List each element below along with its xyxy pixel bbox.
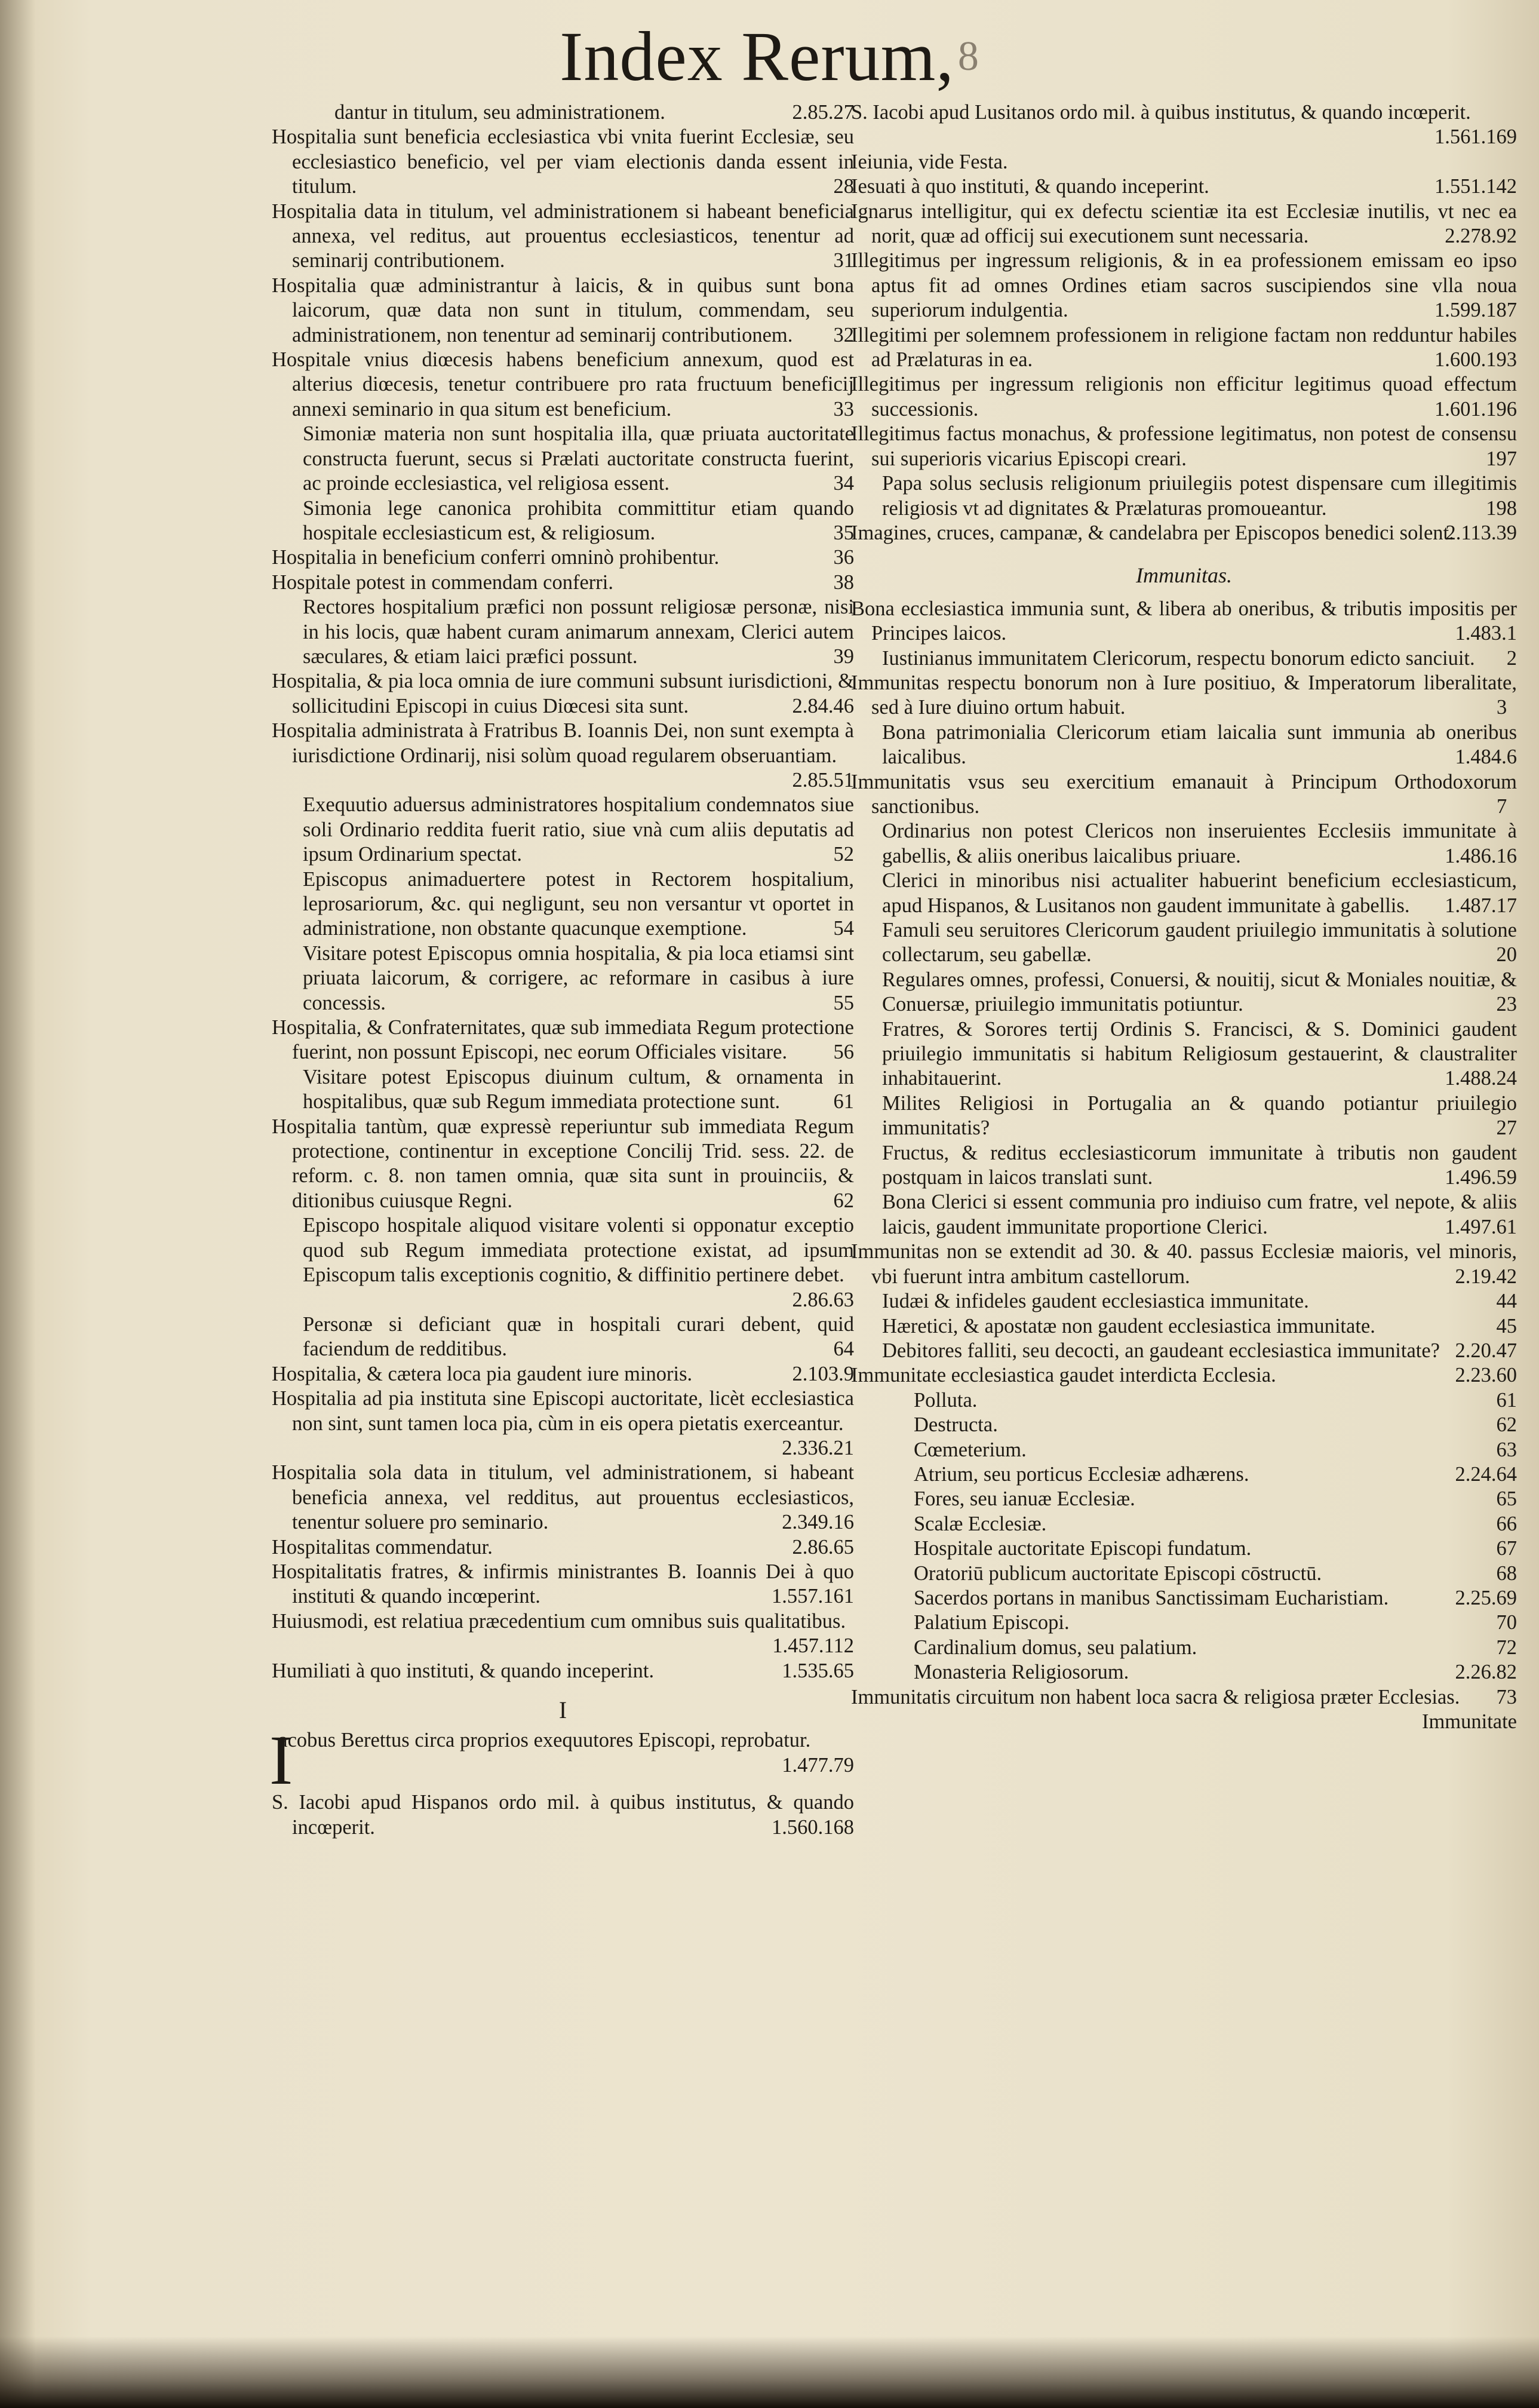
index-entry — [851, 1438, 1517, 1462]
entry-text: Polluta. — [914, 1388, 978, 1412]
entry-text: Visitare potest Episcopus diuinum cultum, & ornamenta in hospitalibus, quæ sub Regum immediata protectione sunt. — [303, 1065, 854, 1113]
index-entry — [851, 100, 1517, 150]
entry-reference: 1.488.24 — [1445, 1067, 1517, 1090]
entry-reference: 2.103.9 — [792, 1362, 854, 1385]
entry-reference: 198 — [1486, 496, 1517, 520]
entry-reference: 1.600.193 — [1434, 348, 1517, 372]
entry-reference: 27 — [1496, 1116, 1517, 1140]
page-title — [0, 12, 1539, 102]
index-entry — [851, 968, 1517, 1017]
entry-reference: 32 — [833, 323, 854, 346]
entry-text: Bona patrimonialia Clericorum etiam laicalia sunt immunia ab oneribus laicalibus. — [882, 720, 1517, 769]
entry-reference: 73 — [1496, 1685, 1517, 1708]
index-entry — [272, 422, 854, 496]
entry-reference: 1.486.16 — [1445, 844, 1517, 867]
entry-reference: 64 — [833, 1338, 854, 1361]
index-entry — [272, 1065, 854, 1115]
entry-reference: 1.496.59 — [1445, 1166, 1517, 1189]
drop-cap-letter: I — [269, 1721, 293, 1800]
immunity-sub-list — [851, 1388, 1517, 1685]
entry-text: Simoniæ materia non sunt hospitalia illa, quæ priuata auctoritate constructa fuerunt, secus si Prælati auctoritate constructa fuerint, ac proinde ecclesiastica, vel religiosa essent. — [303, 422, 854, 495]
entry-reference: 2.85.27 — [792, 101, 854, 124]
index-entry — [851, 1413, 1517, 1437]
entry-reference: 54 — [833, 917, 854, 940]
index-entry — [851, 1536, 1517, 1561]
entry-reference: 197 — [1486, 447, 1517, 470]
index-entry — [851, 1611, 1517, 1635]
entry-reference: 1.483.1 — [1455, 622, 1517, 645]
entry-reference: 55 — [833, 991, 854, 1014]
entry-text: Illegitimi per solemnem professionem in religione factam non redduntur habiles ad Prælaturas in ea. — [851, 323, 1517, 372]
index-entry — [851, 200, 1517, 249]
entry-text: Cardinalium domus, seu palatium. — [914, 1636, 1197, 1659]
index-entry — [851, 1636, 1517, 1660]
entry-text: Palatium Episcopi. — [914, 1611, 1070, 1634]
entry-text: Iesuati à quo instituti, & quando inceperint. — [851, 175, 1209, 198]
entry-reference: 1.477.79 — [782, 1753, 854, 1777]
index-entry — [851, 1141, 1517, 1191]
entry-reference: 1.535.65 — [782, 1659, 854, 1682]
entry-reference: 1.484.6 — [1455, 746, 1517, 769]
index-entry — [851, 1289, 1517, 1314]
entry-reference: 2.336.21 — [782, 1436, 854, 1459]
index-entry — [851, 1314, 1517, 1339]
entry-text: Illegitimus per ingressum religionis non efficitur legitimus quoad effectum successionis. — [851, 373, 1517, 421]
entry-text: Exequutio aduersus administratores hospitalium condemnatos siue soli Ordinario reddita fuerit ratio, siue vnà cum aliis deputatis ad ipsum Ordinarium spectat. — [303, 793, 854, 866]
entry-text: Personæ si deficiant quæ in hospitali curari debent, quid faciendum de redditibus. — [303, 1312, 854, 1361]
entry-text: Hospitalia ad pia instituta sine Episcopi auctoritate, licèt ecclesiastica non sint, sunt tamen loca pia, cùm in eis opera pietatis exerceantur. — [272, 1387, 854, 1435]
entry-reference: 65 — [1496, 1487, 1517, 1511]
index-entry — [272, 1386, 854, 1461]
entry-text: Hospitalia sunt beneficia ecclesiastica vbi vnita fuerint Ecclesiæ, seu ecclesiastico beneficio, vel per viam electionis danda essent in titulum. — [272, 125, 854, 198]
catchword: Immunitate — [1421, 1710, 1517, 1733]
entry-text: Cœmeterium. — [914, 1438, 1027, 1461]
index-entry — [272, 100, 854, 125]
index-entry — [851, 918, 1517, 968]
entry-text: Illegitimus per ingressum religionis, & in ea professionem emissam eo ipso aptus fit ad omnes Ordines etiam sacros suscipiendos sine vlla noua superiorum indulgentia. — [851, 249, 1517, 322]
corner-mark: 8 — [957, 33, 979, 79]
entry-text: Hospitale auctoritate Episcopi fundatum. — [914, 1537, 1252, 1560]
index-entry — [851, 1091, 1517, 1141]
entry-reference: 1.560.168 — [772, 1815, 854, 1839]
index-entry — [851, 1512, 1517, 1536]
index-entry — [851, 1660, 1517, 1685]
entry-reference: 20 — [1496, 943, 1517, 967]
entry-text: Immunitate ecclesiastica gaudet interdicta Ecclesia. — [851, 1364, 1276, 1387]
entry-text: dantur in titulum, seu administrationem. — [334, 101, 665, 124]
index-entry — [851, 869, 1517, 918]
index-entry — [272, 1535, 854, 1560]
entry-reference: 1.487.17 — [1445, 894, 1517, 917]
entry-text: Hospitale potest in commendam conferri. — [272, 570, 613, 594]
entry-reference: 33 — [833, 397, 854, 421]
index-entry — [272, 793, 854, 867]
entry-reference: 1.557.161 — [772, 1585, 854, 1608]
entry-reference: 28 — [833, 175, 854, 198]
entry-text: Scalæ Ecclesiæ. — [914, 1512, 1047, 1535]
index-entry — [272, 1560, 854, 1609]
left-column — [269, 100, 854, 1840]
index-entry: Immunitatis vsus seu exercitium emanauit à Principum Orthodoxorum sanctionibus. 7 — [851, 770, 1517, 818]
entry-text: Ieiunia, vide Festa. — [851, 150, 1008, 173]
entry-text: S. Iacobi apud Hispanos ordo mil. à quibus institutus, & quando incœperit. — [272, 1791, 854, 1839]
entry-reference: 52 — [833, 843, 854, 866]
index-entry — [272, 595, 854, 669]
letter-entry-list — [269, 1721, 854, 1840]
entry-text: Immunitas non se extendit ad 30. & 40. passus Ecclesiæ maioris, vel minoris, vbi fuerunt intra ambitum castellorum. — [851, 1240, 1517, 1288]
entry-reference: 1.601.196 — [1434, 397, 1517, 421]
index-entry — [272, 1362, 854, 1386]
entry-reference: 2.349.16 — [782, 1511, 854, 1534]
index-entry — [272, 1790, 854, 1840]
index-entry — [272, 1115, 854, 1214]
entry-text: Hospitalia, & Confraternitates, quæ sub immediata Regum protectione fuerint, non possunt Episcopi, nec eorum Officiales visitare. — [272, 1016, 854, 1064]
entry-text: Iustinianus immunitatem Clericorum, respectu bonorum edicto sanciuit. — [882, 646, 1475, 670]
entry-text: Episcopus animaduertere potest in Rectorem hospitalium, leprosariorum, &c. qui negligunt, seu non versantur vt oportet in administratione, non obstante quacunque exemptione. — [303, 867, 854, 940]
entry-text: Hospitalitas commendatur. — [272, 1535, 493, 1559]
index-entry — [272, 1461, 854, 1535]
entry-text: Monasteria Religiosorum. — [914, 1661, 1129, 1684]
entry-reference: 68 — [1496, 1562, 1517, 1585]
entry-reference: 62 — [1496, 1413, 1517, 1437]
letter-section-head: I — [558, 1697, 567, 1723]
entry-text: Fructus, & reditus ecclesiasticorum immunitate à tributis non gaudent postquam in laicos translati sunt. — [882, 1141, 1517, 1189]
entry-reference: 2.23.60 — [1455, 1364, 1517, 1387]
entry-reference: 2.113.39 — [1445, 521, 1517, 544]
entry-text: Hæretici, & apostatæ non gaudent ecclesiastica immunitate. — [882, 1314, 1375, 1338]
index-entry — [269, 1721, 854, 1800]
entry-text: Imagines, cruces, campanæ, & candelabra per Episcopos benedici solent. — [851, 521, 1454, 544]
entry-text: Hospitalia data in titulum, vel administrationem si habeant beneficia annexa, vel reditus, aut prouentus ecclesiasticos, tenentur ad seminarij contributionem. — [272, 200, 854, 272]
index-entry — [851, 646, 1517, 671]
index-entry — [851, 1462, 1517, 1487]
index-entry — [272, 125, 854, 199]
index-entry — [272, 941, 854, 1016]
entry-reference: 1.599.187 — [1434, 299, 1517, 322]
index-entry — [851, 521, 1517, 545]
entry-text: Immunitatis vsus seu exercitium emanauit à Principum Orthodoxorum sanctionibus. — [851, 770, 1517, 818]
index-entry — [272, 719, 854, 793]
entry-text: Hospitalia, & pia loca omnia de iure communi subsunt iurisdictioni, & sollicitudini Episcopi in cuius Diœcesi sita sunt. — [272, 670, 854, 717]
entry-reference: 44 — [1496, 1290, 1517, 1313]
entry-text: Debitores falliti, seu decocti, an gaudeant ecclesiastica immunitate? — [882, 1339, 1440, 1362]
entry-text: Milites Religiosi in Portugalia an & quando potiantur priuilegio immunitatis? — [882, 1091, 1517, 1140]
index-entry — [851, 819, 1517, 869]
entry-reference: 2.25.69 — [1455, 1586, 1517, 1609]
entry-reference: 66 — [1496, 1512, 1517, 1535]
entry-text: Oratoriū publicum auctoritate Episcopi cōstructū. — [914, 1562, 1322, 1585]
entry-reference: 56 — [833, 1041, 854, 1064]
entry-text: Clerici in minoribus nisi actualiter habuerint beneficium ecclesiasticum, apud Hispanos, & Lusitanos non gaudent immunitate à gabellis. — [882, 869, 1517, 917]
index-entry — [272, 669, 854, 719]
index-entry — [851, 422, 1517, 471]
entry-text: Immunitas respectu bonorum non à Iure positiuo, & Imperatorum liberalitate, sed à Iure diuino ortum habuit. — [851, 671, 1517, 719]
entry-text: Episcopo hospitale aliquod visitare volenti si opponatur exceptio quod sub Regum immediata protectione existat, ad ipsum Episcopum talis exceptionis cognitio, & diffinitio pertinere debet. — [303, 1214, 854, 1287]
entry-reference: 1.457.112 — [772, 1634, 854, 1658]
index-entry — [272, 1659, 854, 1683]
index-entry — [272, 1312, 854, 1362]
section-head-immunitas: Immunitas. — [1136, 563, 1232, 588]
entry-reference: 70 — [1496, 1611, 1517, 1634]
entry-text: Hospitalia tantùm, quæ expressè reperiuntur sub immediata Regum protectione, continentur in exceptione Concilij Trid. sess. 22. de reform. c. 8. non tamen omnia, quæ sita sunt in prouinciis, & ditionibus cuiusque Regni. — [272, 1115, 854, 1212]
index-entry — [272, 496, 854, 546]
index-entry — [272, 274, 854, 348]
entry-text: Famuli seu seruitores Clericorum gaudent priuilegio immunitatis à solutione collectarum, seu gabellæ. — [882, 919, 1517, 967]
entry-reference: 45 — [1496, 1314, 1517, 1338]
index-entry — [272, 570, 854, 595]
entry-text: Humiliati à quo instituti, & quando inceperint. — [272, 1659, 655, 1682]
index-entry — [851, 1363, 1517, 1388]
index-entry — [272, 1609, 854, 1659]
index-entry — [851, 597, 1517, 646]
entry-reference: 2.26.82 — [1455, 1661, 1517, 1684]
entry-reference: 36 — [833, 546, 854, 569]
entry-text: Fores, seu ianuæ Ecclesiæ. — [914, 1487, 1135, 1511]
entry-reference: 39 — [833, 645, 854, 668]
entry-text: Hospitalia in beneficium conferri omninò prohibentur. — [272, 546, 720, 569]
entry-text: Iudæi & infideles gaudent ecclesiastica immunitate. — [882, 1290, 1309, 1313]
entry-text: Regulares omnes, professi, Conuersi, & nouitij, sicut & Moniales nouitiæ, & Conuersæ, priuilegio immunitatis potiuntur. — [882, 968, 1517, 1016]
title-text: Index Rerum, — [560, 17, 954, 96]
entry-reference: 61 — [833, 1090, 854, 1113]
index-entry — [851, 1586, 1517, 1611]
index-entry — [851, 1240, 1517, 1289]
entry-text: Illegitimus factus monachus, & professione legitimatus, non potest de consensu sui superioris vicarius Episcopi creari. — [851, 422, 1517, 470]
entry-reference: 63 — [1496, 1438, 1517, 1461]
index-entry — [851, 1339, 1517, 1363]
index-entry — [272, 1213, 854, 1312]
index-entry — [851, 471, 1517, 521]
entry-text: Hospitalia sola data in titulum, vel administrationem, si habeant beneficia annexa, vel redditus, aut prouentus ecclesiasticos, tenentur soluere pro seminario. — [272, 1461, 854, 1534]
index-entry — [272, 348, 854, 422]
entry-text: Rectores hospitalium præfici non possunt religiosæ personæ, nisi in his locis, quæ habent curam animarum annexam, Clerici autem sæculares, & etiam laici præfici possunt. — [303, 596, 854, 668]
entry-reference: 34 — [833, 472, 854, 495]
entry-reference: 35 — [833, 521, 854, 544]
entry-reference: 2.278.92 — [1445, 225, 1517, 248]
index-entry — [272, 1016, 854, 1065]
entry-text: Hospitalitatis fratres, & infirmis ministrantes B. Ioannis Dei à quo instituti & quando incœperint. — [272, 1560, 854, 1608]
entry-text: Atrium, seu porticus Ecclesiæ adhærens. — [914, 1462, 1249, 1486]
entry-text: Fratres, & Sorores tertij Ordinis S. Francisci, & S. Dominici gaudent priuilegio immunitatis si habitum Religiosum gestauerint, & claustraliter inhabitauerint. — [882, 1017, 1517, 1090]
index-entry — [272, 545, 854, 570]
entry-text: Hospitalia, & cætera loca pia gaudent iure minoris. — [272, 1362, 693, 1385]
entry-text: Bona ecclesiastica immunia sunt, & libera ab oneribus, & tributis impositis per Principes laicos. — [851, 597, 1517, 645]
entry-reference: 23 — [1496, 993, 1517, 1016]
entry-reference: 2.84.46 — [792, 694, 854, 717]
index-entry — [851, 1685, 1517, 1710]
right-entry-list-c — [851, 1685, 1517, 1710]
entry-reference: 2 — [1506, 646, 1517, 670]
bottom-edge-shadow — [0, 2336, 1539, 2408]
entry-reference: 1.551.142 — [1434, 175, 1517, 198]
entry-reference: 2.86.65 — [792, 1535, 854, 1559]
entry-text: acobus Berettus circa proprios exequutores Episcopi, reprobatur. — [278, 1729, 811, 1752]
entry-reference: 31 — [833, 249, 854, 272]
entry-text: Bona Clerici si essent communia pro indiuiso cum fratre, vel nepote, & aliis laicis, gaudent immunitate proportione Clerici. — [882, 1191, 1517, 1238]
entry-text: Hospitalia quæ administrantur à laicis, & in quibus sunt bona laicorum, quæ data non sunt in titulum, commendam, seu administrationem, non tenentur ad seminarij contributionem. — [272, 274, 854, 346]
entry-reference: 1.497.61 — [1445, 1215, 1517, 1238]
index-entry — [851, 150, 1517, 174]
entry-text: Ignarus intelligitur, qui ex defectu scientiæ ita est Ecclesiæ inutilis, vt nec ea norit, quæ ad officij sui executionem sunt necessaria. — [851, 200, 1517, 248]
index-entry: Immunitas respectu bonorum non à Iure positiuo, & Imperatorum liberalitate, sed à Iure diuino ortum habuit. 3 — [851, 671, 1517, 719]
entry-text: Visitare potest Episcopus omnia hospitalia, & pia loca etiamsi sint priuata laicorum, & corrigere, ac reformare in casibus à iure concessis. — [303, 941, 854, 1014]
entry-reference: 2.24.64 — [1455, 1462, 1517, 1486]
entry-reference: 62 — [833, 1189, 854, 1212]
index-entry — [851, 720, 1517, 770]
index-entry — [272, 867, 854, 941]
entry-reference: 2.19.42 — [1455, 1265, 1517, 1288]
index-entry — [272, 200, 854, 274]
entry-reference: 38 — [833, 570, 854, 594]
entry-reference: 72 — [1496, 1636, 1517, 1659]
gutter-shadow — [0, 0, 36, 2408]
entry-reference: 2.86.63 — [792, 1288, 854, 1311]
entry-text: Sacerdos portans in manibus Sanctissimam Eucharistiam. — [914, 1586, 1389, 1609]
entry-text: Huiusmodi, est relatiua præcedentium cum omnibus suis qualitatibus. — [272, 1609, 846, 1633]
index-entry — [851, 1388, 1517, 1413]
index-entry — [851, 1562, 1517, 1586]
entry-reference: 2.20.47 — [1455, 1339, 1517, 1362]
entry-text: Immunitatis circuitum non habent loca sacra & religiosa præter Ecclesias. — [851, 1685, 1460, 1708]
entry-text: Destructa. — [914, 1413, 998, 1437]
entry-text: Ordinarius non potest Clericos non inseruientes Ecclesiis immunitate à gabellis, & aliis oneribus laicalibus priuare. — [882, 820, 1517, 867]
entry-text: Hospitalia administrata à Fratribus B. Ioannis Dei, non sunt exempta à iurisdictione Ordinarij, nisi solùm quoad regularem obseruantiam. — [272, 719, 854, 767]
left-entry-list — [272, 100, 854, 1683]
entry-reference: 1.561.169 — [1434, 125, 1517, 149]
entry-reference: 2.85.51 — [792, 768, 854, 792]
entry-text: Hospitale vnius diœcesis habens beneficium annexum, quod est alterius diœcesis, tenetur contribuere pro rata fructuum beneficij annexi seminario in qua situm est beneficium. — [272, 348, 854, 421]
entry-reference: 67 — [1496, 1537, 1517, 1560]
index-entry — [851, 1487, 1517, 1511]
entry-text: S. Iacobi apud Lusitanos ordo mil. à quibus institutus, & quando incœperit. — [851, 101, 1471, 124]
entry-text: Simonia lege canonica prohibita committitur etiam quando hospitale ecclesiasticum est, & religiosum. — [303, 496, 854, 544]
entry-text: Papa solus seclusis religionum priuilegiis potest dispensare cum illegitimis religiosis vt ad dignitates & Prælaturas promoueantur. — [882, 472, 1517, 520]
entry-reference: 61 — [1496, 1388, 1517, 1412]
